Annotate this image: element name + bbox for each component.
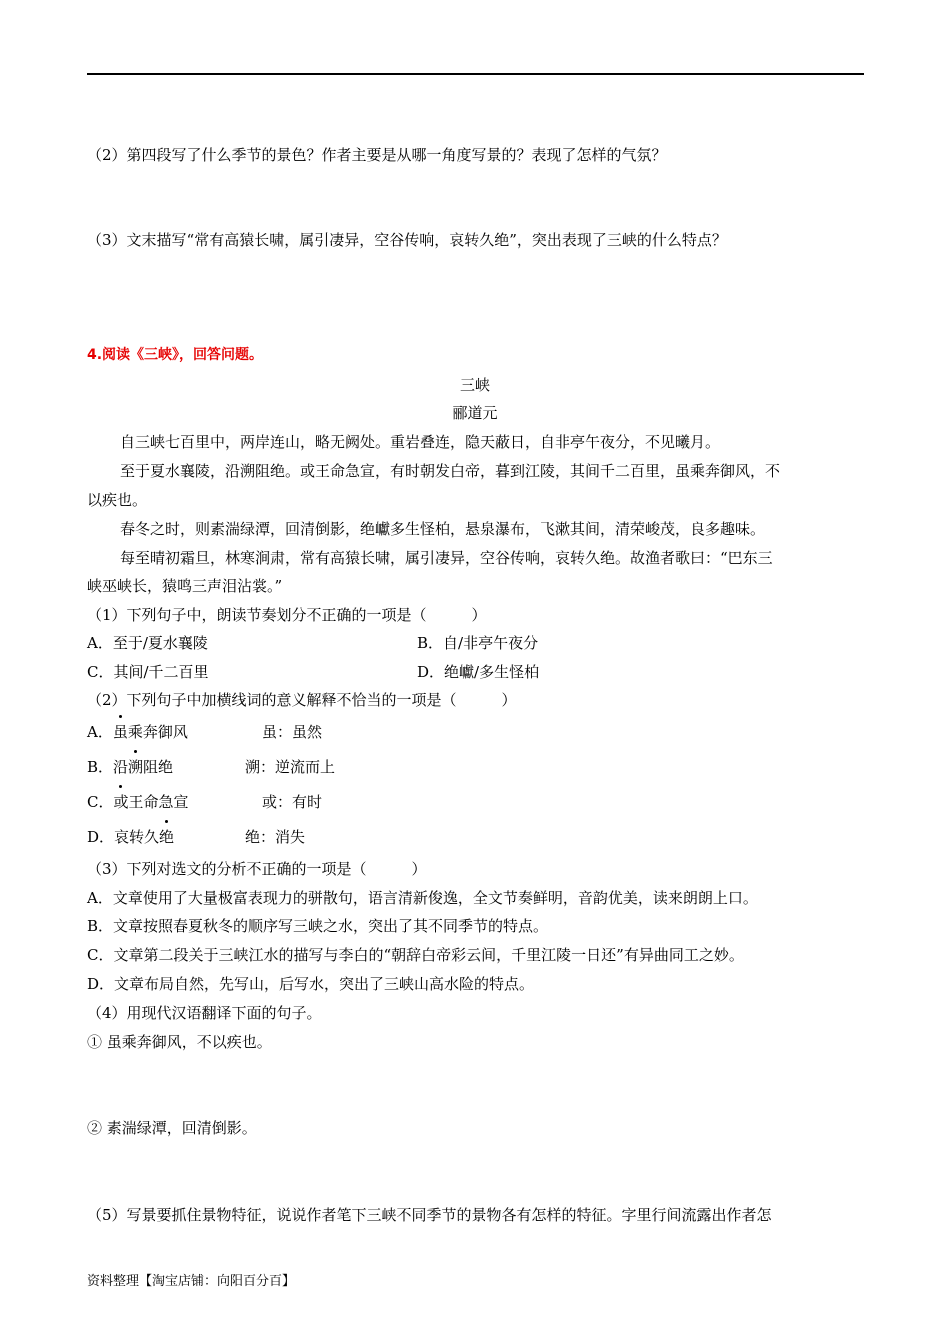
sq1-option-d: D．绝巘/多生怪柏 <box>417 663 540 681</box>
header-rule <box>87 73 864 75</box>
sq3-stem: （3）下列对选文的分析不正确的一项是（ ） <box>87 860 427 878</box>
passage-p2b: 以疾也。 <box>87 491 148 509</box>
sq1-stem: （1）下列句子中，朗读节奏划分不正确的一项是（ ） <box>87 606 487 624</box>
sq2-option-a-explanation: 虽：虽然 <box>262 723 323 741</box>
passage-title: 三峡 <box>459 376 490 394</box>
sq2-option-b-explanation: 溯：逆流而上 <box>245 758 336 776</box>
sq4-item1: ① 虽乘奔御风，不以疾也。 <box>87 1033 272 1051</box>
passage-p3: 春冬之时，则素湍绿潭，回清倒影，绝巘多生怪柏，悬泉瀑布，飞漱其间，清荣峻茂，良多趣味。 <box>120 520 766 538</box>
passage-p4a: 每至晴初霜旦，林寒涧肃，常有高猿长啸，属引凄异，空谷传响，哀转久绝。故渔者歌曰：“巴东三 <box>120 549 773 567</box>
sq2-option-a: A．虽乘奔御风 虽：虽然 <box>87 723 323 741</box>
sq2-option-c-explanation: 或：有时 <box>262 793 323 811</box>
marked-word: 绝 <box>159 828 175 846</box>
sq2-option-b: B．沿溯阻绝 溯：逆流而上 <box>87 758 336 776</box>
sq3-option-b: B．文章按照春夏秋冬的顺序写三峡之水，突出了其不同季节的特点。 <box>87 917 549 935</box>
passage-author: 郦道元 <box>452 404 498 422</box>
sq1-option-a: A．至于/夏水襄陵 <box>87 634 208 652</box>
sq4-item2: ② 素湍绿潭，回清倒影。 <box>87 1119 257 1137</box>
passage-p4b: 峡巫峡长，猿鸣三声泪沾裳。” <box>87 577 283 595</box>
marked-word: 或 <box>113 793 129 811</box>
q4-heading: 4.阅读《三峡》，回答问题。 <box>87 347 264 363</box>
q3-sub2: （2）第四段写了什么季节的景色？作者主要是从哪一角度写景的？表现了怎样的气氛？ <box>87 146 667 164</box>
marked-word: 溯 <box>128 758 144 776</box>
sq1-row1 <box>87 633 539 653</box>
sq1-row2 <box>87 662 540 682</box>
sq2-option-d-explanation: 绝：消失 <box>245 828 306 846</box>
sq3-option-c: C．文章第二段关于三峡江水的描写与李白的“朝辞白帝彩云间，千里江陵一日还”有异曲同工之妙。 <box>87 946 744 964</box>
sq2-option-c: C．或王命急宣 或：有时 <box>87 793 323 811</box>
sq2-stem: （2）下列句子中加横线词的意义解释不恰当的一项是（ ） <box>87 691 517 709</box>
sq1-option-c: C．其间/千二百里 <box>87 663 209 681</box>
sq3-option-a: A．文章使用了大量极富表现力的骈散句，语言清新俊逸，全文节奏鲜明，音韵优美，读来朗朗上口。 <box>87 889 758 907</box>
sq4-stem: （4）用现代汉语翻译下面的句子。 <box>87 1004 322 1022</box>
sq3-option-d: D．文章布局自然，先写山，后写水，突出了三峡山高水险的特点。 <box>87 975 535 993</box>
sq2-option-d: D．哀转久绝 绝：消失 <box>87 828 306 846</box>
passage-p2a: 至于夏水襄陵，沿溯阻绝。或王命急宣，有时朝发白帝，暮到江陵，其间千二百里，虽乘奔御风，不 <box>120 462 781 480</box>
passage-p1: 自三峡七百里中，两岸连山，略无阙处。重岩叠连，隐天蔽日，自非亭午夜分，不见曦月。 <box>120 433 721 451</box>
footer-source: 资料整理【淘宝店铺：向阳百分百】 <box>87 1274 296 1289</box>
q3-sub3: （3）文末描写“常有高猿长啸，属引凄异，空谷传响，哀转久绝”，突出表现了三峡的什么特点？ <box>87 231 727 249</box>
sq1-option-b: B．自/非亭午夜分 <box>417 634 539 652</box>
marked-word: 虽 <box>112 723 128 741</box>
sq5-stem: （5）写景要抓住景物特征，说说作者笔下三峡不同季节的景物各有怎样的特征。字里行间流露出作者怎 <box>87 1206 772 1224</box>
